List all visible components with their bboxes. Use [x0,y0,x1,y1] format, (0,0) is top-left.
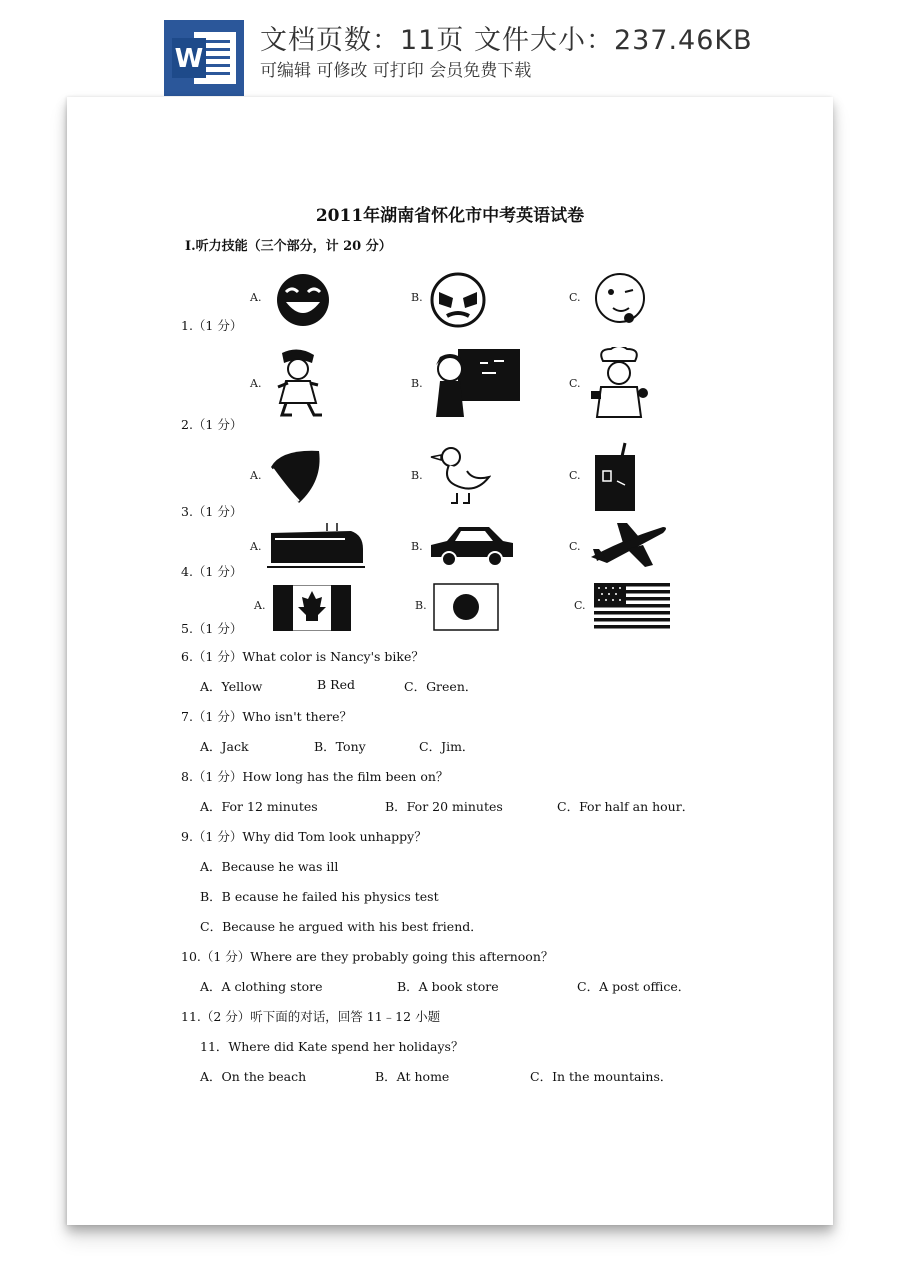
document-stats: 文档页数：11页 文件大小：237.46KB [260,25,753,56]
question-6: 6.（1 分）What color is Nancy's bike？ [181,649,424,664]
laughing-face-icon[interactable] [274,272,332,328]
question-11: 11.（2 分）听下面的对话，回答 11﹣12 小题 [181,1009,441,1024]
question-9: 9.（1 分）Why did Tom look unhappy？ [181,829,427,844]
q10-option-a[interactable]: A．A clothing store [200,979,323,994]
q8-option-a[interactable]: A．For 12 minutes [200,799,318,814]
question-7: 7.（1 分）Who isn't there？ [181,709,352,724]
option-letter: C. [574,599,586,612]
option-letter: B. [411,540,423,553]
q11-option-c[interactable]: C．In the mountains． [530,1069,673,1084]
question-label: 2.（1 分） [181,417,243,432]
question-label: 3.（1 分） [181,504,243,519]
chef-icon[interactable] [589,347,649,419]
question-11-sub: 11．Where did Kate spend her holidays？ [200,1039,464,1054]
canada-flag-icon[interactable] [273,585,351,631]
header-banner [0,0,900,100]
option-letter: C. [569,540,581,553]
q9-option-a[interactable]: A．Because he was ill [200,859,339,874]
milk-carton-icon[interactable] [589,441,641,513]
usa-flag-icon[interactable] [594,583,670,631]
teacher-blackboard-icon[interactable] [430,347,522,419]
word-doc-icon [164,20,244,96]
option-letter: C. [569,291,581,304]
option-letter: B. [411,469,423,482]
option-letter: A. [254,599,266,612]
option-letter: C. [569,377,581,390]
q6-option-a[interactable]: A．Yellow [200,679,263,694]
option-letter: B. [411,291,423,304]
q7-option-b[interactable]: B．Tony [314,739,366,754]
q8-option-b[interactable]: B．For 20 minutes [385,799,503,814]
word-icon-letter: W [174,44,204,74]
option-letter: A. [250,377,262,390]
train-icon[interactable] [267,521,365,571]
section-heading: Ⅰ.听力技能（三个部分，计 20 分） [185,239,392,254]
q6-option-b[interactable]: B Red [317,677,355,692]
document-page [67,97,833,1225]
question-label: 1.（1 分） [181,318,243,333]
japan-flag-icon[interactable] [433,583,499,631]
question-8: 8.（1 分）How long has the film been on？ [181,769,449,784]
q11-option-a[interactable]: A．On the beach [200,1069,307,1084]
q7-option-a[interactable]: A．Jack [200,739,249,754]
q9-option-c[interactable]: C．Because he argued with his best friend． [200,919,483,934]
q8-option-c[interactable]: C．For half an hour． [557,799,695,814]
dancer-girl-icon[interactable] [272,347,324,419]
question-label: 5.（1 分） [181,621,243,636]
question-10: 10.（1 分）Where are they probably going this afternoon？ [181,949,554,964]
option-letter: A. [250,540,262,553]
option-letter: B. [415,599,427,612]
airplane-icon[interactable] [589,517,671,571]
option-letter: C. [569,469,581,482]
q11-option-b[interactable]: B．At home [375,1069,450,1084]
q7-option-c[interactable]: C．Jim． [419,739,475,754]
q6-option-c[interactable]: C．Green． [404,679,478,694]
document-features: 可编辑 可修改 可打印 会员免费下载 [260,61,532,81]
question-label: 4.（1 分） [181,564,243,579]
q9-option-b[interactable]: B．B ecause he failed his physics test [200,889,439,904]
option-letter: A. [250,291,262,304]
duck-icon[interactable] [429,443,491,507]
option-letter: B. [411,377,423,390]
exam-title: 2011年湖南省怀化市中考英语试卷 [315,206,585,226]
option-letter: A. [250,469,262,482]
winking-face-icon[interactable] [589,272,651,328]
angry-face-icon[interactable] [429,272,487,328]
q10-option-b[interactable]: B．A book store [397,979,499,994]
watermelon-slice-icon[interactable] [267,447,327,507]
car-icon[interactable] [429,521,515,567]
q10-option-c[interactable]: C．A post office． [577,979,691,994]
